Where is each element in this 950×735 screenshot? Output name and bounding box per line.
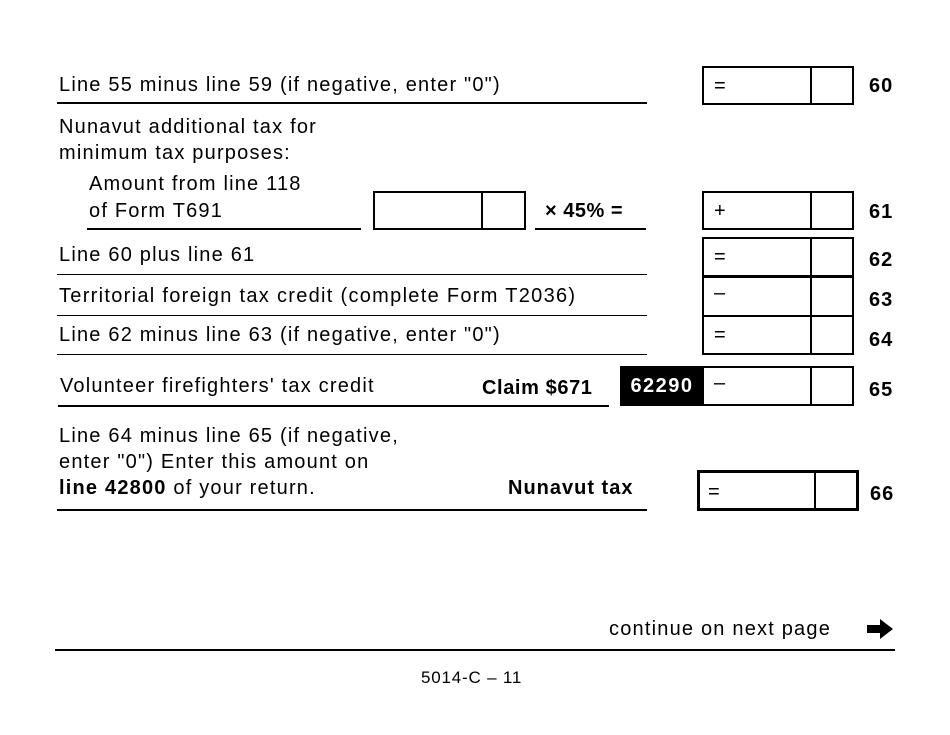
arrow-right-icon (865, 617, 895, 641)
continue-next-page-text: continue on next page (609, 618, 832, 640)
line-64-label: Line 62 minus line 63 (if negative, enter "0") (59, 324, 501, 346)
line-61-multiplier: × 45% = (545, 200, 624, 222)
line-63-underline (57, 315, 647, 316)
page-reference: 5014-C – 11 (421, 668, 523, 687)
nunavut-additional-tax-heading-1: Nunavut additional tax for (59, 116, 318, 138)
line-65-code-badge: 62290 (620, 366, 704, 406)
line-66-number: 66 (870, 483, 895, 505)
line-61-label-1: Amount from line 118 (89, 173, 302, 195)
line-60-label: Line 55 minus line 59 (if negative, enter "0") (59, 74, 501, 96)
line-62-number: 62 (869, 249, 894, 271)
line-66-amount-field[interactable] (697, 470, 859, 511)
line-61-symbol: + (714, 200, 726, 222)
line-63-label: Territorial foreign tax credit (complete Form T2036) (59, 285, 577, 307)
line-64-underline (57, 354, 647, 355)
cents-divider (810, 68, 812, 103)
line-65-symbol: – (714, 372, 726, 394)
line-61-label-2: of Form T691 (89, 200, 224, 222)
line-63-number: 63 (869, 289, 894, 311)
line-65-underline (58, 405, 609, 407)
cents-divider (810, 278, 812, 315)
line-66-underline (57, 509, 647, 511)
line-65-claim: Claim $671 (482, 377, 593, 399)
cents-divider (814, 473, 816, 508)
line-66-label-3-rest: of your return. (166, 477, 316, 499)
line-62-symbol: = (714, 246, 726, 268)
line-64-number: 64 (869, 329, 894, 351)
line-64-symbol: = (714, 324, 726, 346)
cents-divider (481, 193, 483, 228)
line-64-amount-field[interactable] (702, 315, 854, 355)
line-61-label-underline (87, 228, 361, 230)
line-61-number: 61 (869, 201, 894, 223)
footer-divider (55, 649, 895, 651)
line-61-multiplier-underline (535, 228, 646, 230)
line-61-input-field[interactable] (373, 191, 526, 230)
cents-divider (810, 368, 812, 404)
cents-divider (810, 239, 812, 275)
line-60-symbol: = (714, 75, 726, 97)
cents-divider (810, 317, 812, 353)
line-66-label-1: Line 64 minus line 65 (if negative, (59, 425, 399, 447)
nunavut-additional-tax-heading-2: minimum tax purposes: (59, 142, 291, 164)
line-62-label: Line 60 plus line 61 (59, 244, 256, 266)
line-65-amount-field[interactable] (702, 366, 854, 406)
line-65-label: Volunteer firefighters' tax credit (60, 375, 375, 397)
line-66-symbol: = (708, 481, 720, 503)
line-42800-reference: line 42800 (59, 477, 167, 499)
nunavut-tax-title: Nunavut tax (508, 477, 634, 499)
line-63-amount-field[interactable] (702, 276, 854, 317)
line-63-symbol: – (714, 282, 726, 304)
line-65-number: 65 (869, 379, 894, 401)
line-61-amount-field[interactable] (702, 191, 854, 230)
line-66-label-2: enter "0") Enter this amount on (59, 451, 370, 473)
line-62-underline (57, 274, 647, 275)
line-60-amount-field[interactable] (702, 66, 854, 105)
line-60-number: 60 (869, 75, 894, 97)
cents-divider (810, 193, 812, 228)
line-62-amount-field[interactable] (702, 237, 854, 277)
line-60-underline (57, 102, 647, 104)
line-66-label-3 (59, 475, 316, 501)
